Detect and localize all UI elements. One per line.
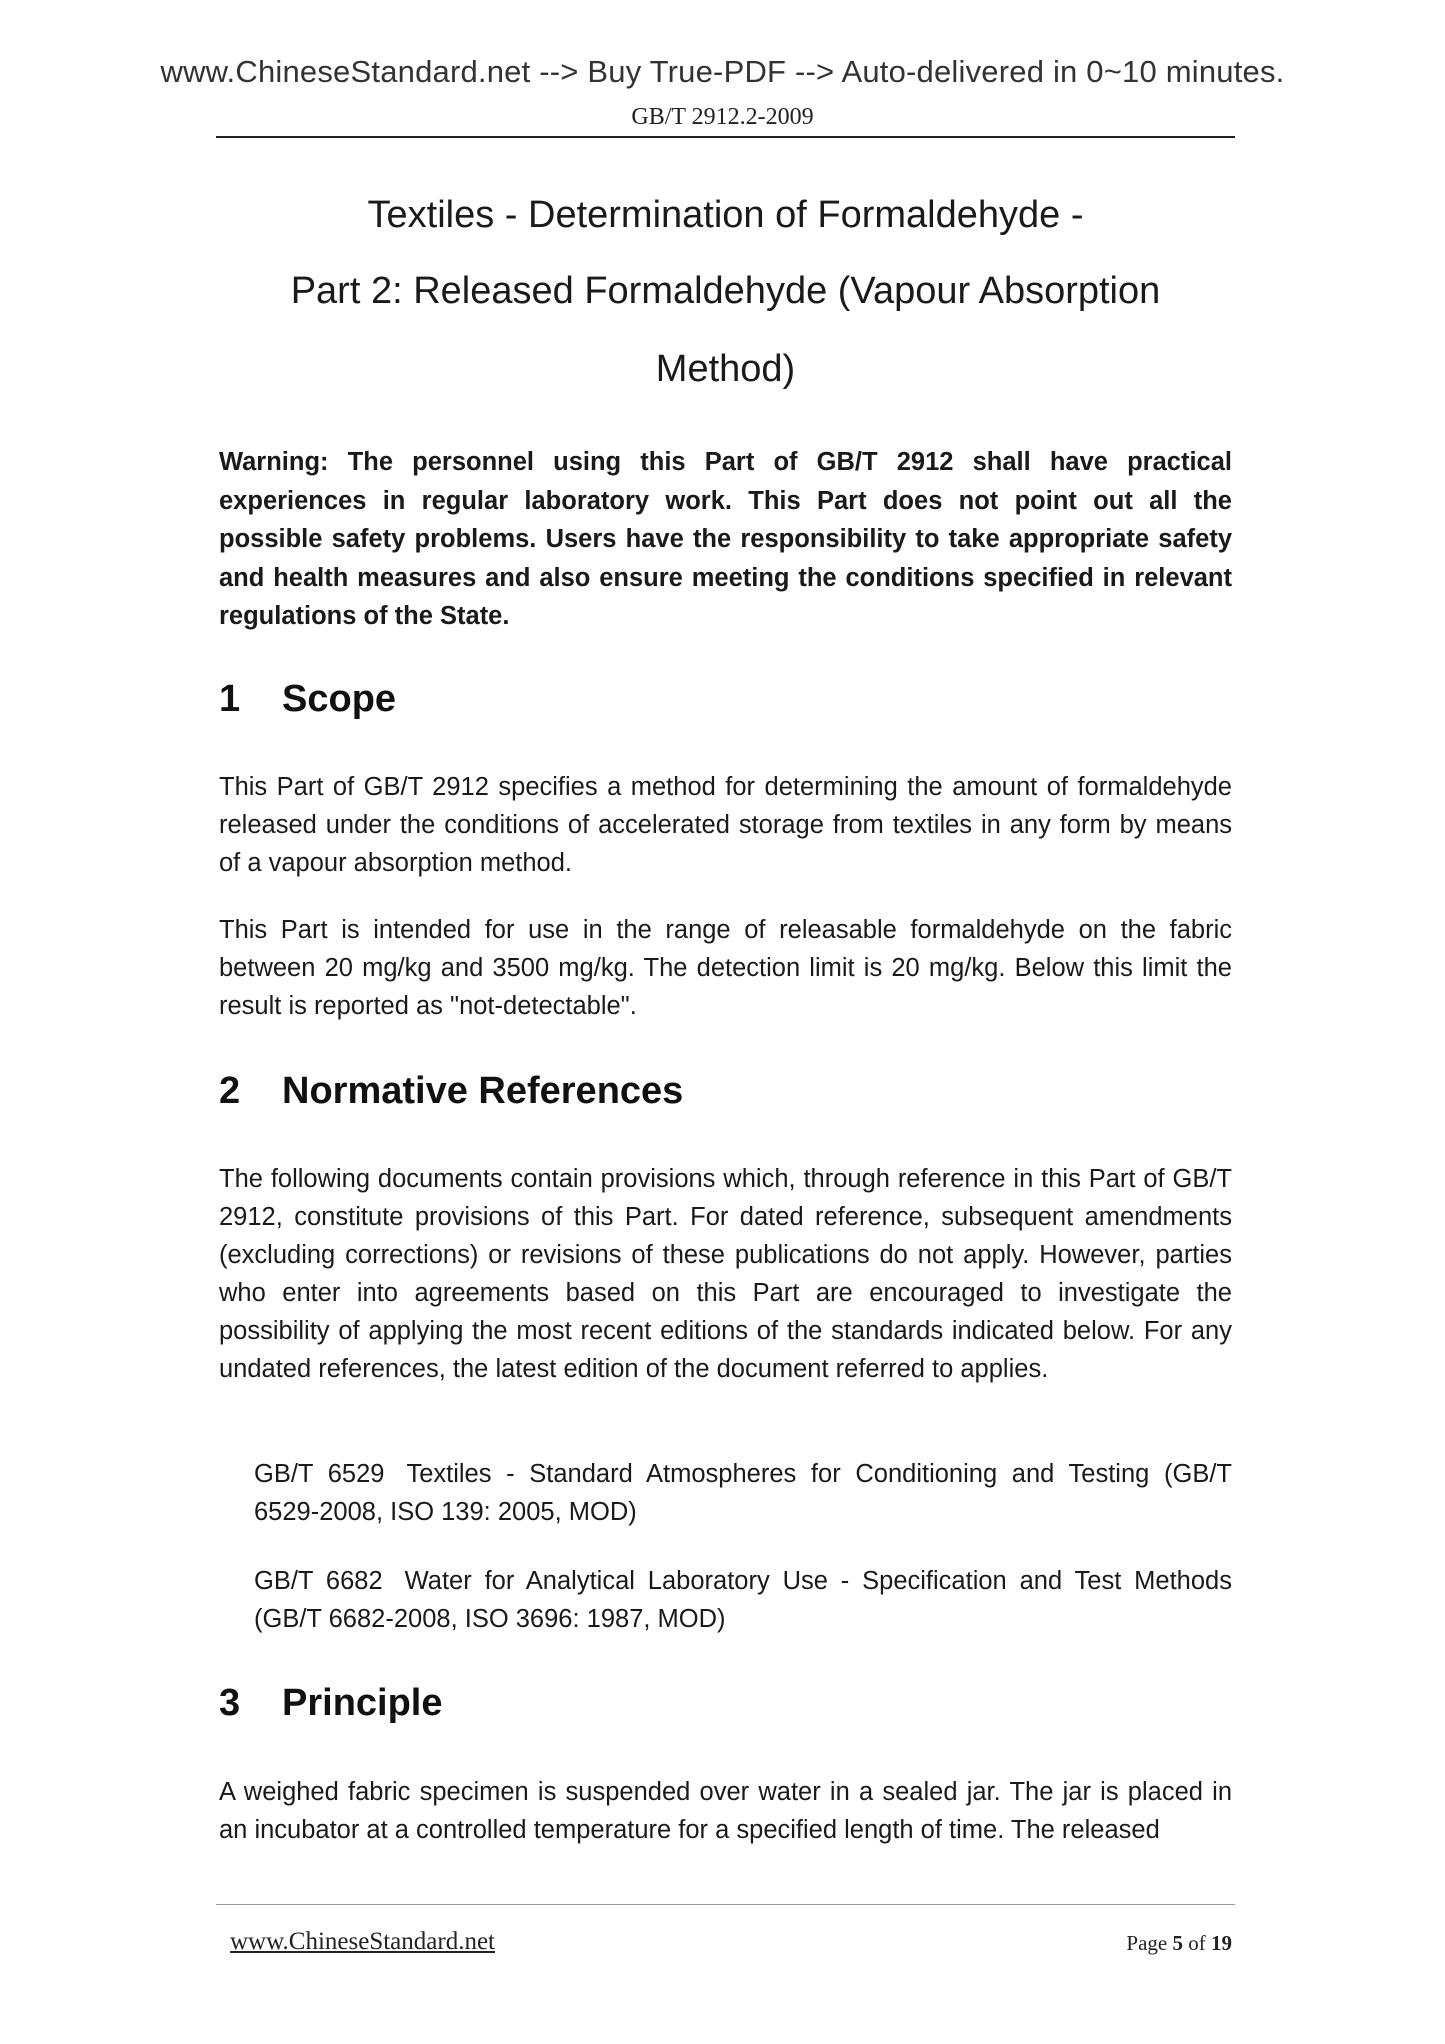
section-title: Normative References [282,1070,684,1112]
reference-item [254,1562,1232,1638]
footer-divider [216,1904,1235,1905]
principle-paragraph: A weighed fabric specimen is suspended over water in a sealed jar. The jar is placed in an incubator at a controlled temperature for a specified length of time. The released [219,1778,1232,1844]
page-of-label: of [1188,1931,1206,1955]
page-current: 5 [1172,1931,1183,1955]
reference-text: Water for Analytical Laboratory Use - Specification and Test Methods (GB/T 6682-2008, ISO 3696: 1987, MOD) [254,1567,1232,1633]
reference-item [254,1455,1232,1531]
references-paragraph: The following documents contain provisions which, through reference in this Part of GB/T 2912, constitute provisions of this Part. For dated reference, subsequent amendments (excluding corrections) or revisions of these publications do not apply. However, parties who enter into agreements based on this Part are encouraged to investigate the possibility of applying the most recent editions of the standards indicated below. For any undated references, the latest edition of the document referred to applies. [219,1165,1232,1383]
page-label: Page [1126,1931,1168,1955]
scope-paragraph-1: This Part of GB/T 2912 specifies a method for determining the amount of formaldehyde released under the conditions of accelerated storage from textiles in any form by means of a vapour absorption method. [219,773,1232,877]
document-title-line-2: Part 2: Released Formaldehyde (Vapour Absorption [290,270,1161,312]
reference-code: GB/T 6529 [254,1460,385,1488]
document-title-line-3: Method) [655,348,796,390]
standard-code: GB/T 2912.2-2009 [631,104,814,130]
top-banner: www.ChineseStandard.net --> Buy True-PDF --> Auto-delivered in 0~10 minutes. [160,54,1285,89]
section-title: Scope [282,678,397,720]
section-heading-normative-references [219,1072,683,1110]
section-title: Principle [282,1682,443,1724]
scope-paragraph-2: This Part is intended for use in the range of releasable formaldehyde on the fabric between 20 mg/kg and 3500 mg/kg. The detection limit is 20 mg/kg. Below this limit the result is reported as "not-detectable". [219,916,1232,1020]
document-title-line-1: Textiles - Determination of Formaldehyde - [367,194,1084,236]
section-heading-scope [219,680,396,718]
footer-site-link[interactable]: www.ChineseStandard.net [230,1928,495,1955]
section-heading-principle [219,1684,443,1722]
section-number: 1 [219,678,241,720]
section-number: 3 [219,1682,241,1724]
page-number [1126,1931,1232,1956]
page-total: 19 [1211,1931,1232,1955]
section-number: 2 [219,1070,241,1112]
reference-text: Textiles - Standard Atmospheres for Conditioning and Testing (GB/T 6529-2008, ISO 139: 2005, MOD) [254,1460,1232,1526]
reference-code: GB/T 6682 [254,1567,383,1595]
warning-paragraph: Warning: The personnel using this Part of GB/T 2912 shall have practical experiences in regular laboratory work. This Part does not point out all the possible safety problems. Users have the responsibility to take appropriate safety and health measures and also ensure meeting the conditions specified in relevant regulations of the State. [219,448,1232,630]
header-divider [216,136,1235,138]
